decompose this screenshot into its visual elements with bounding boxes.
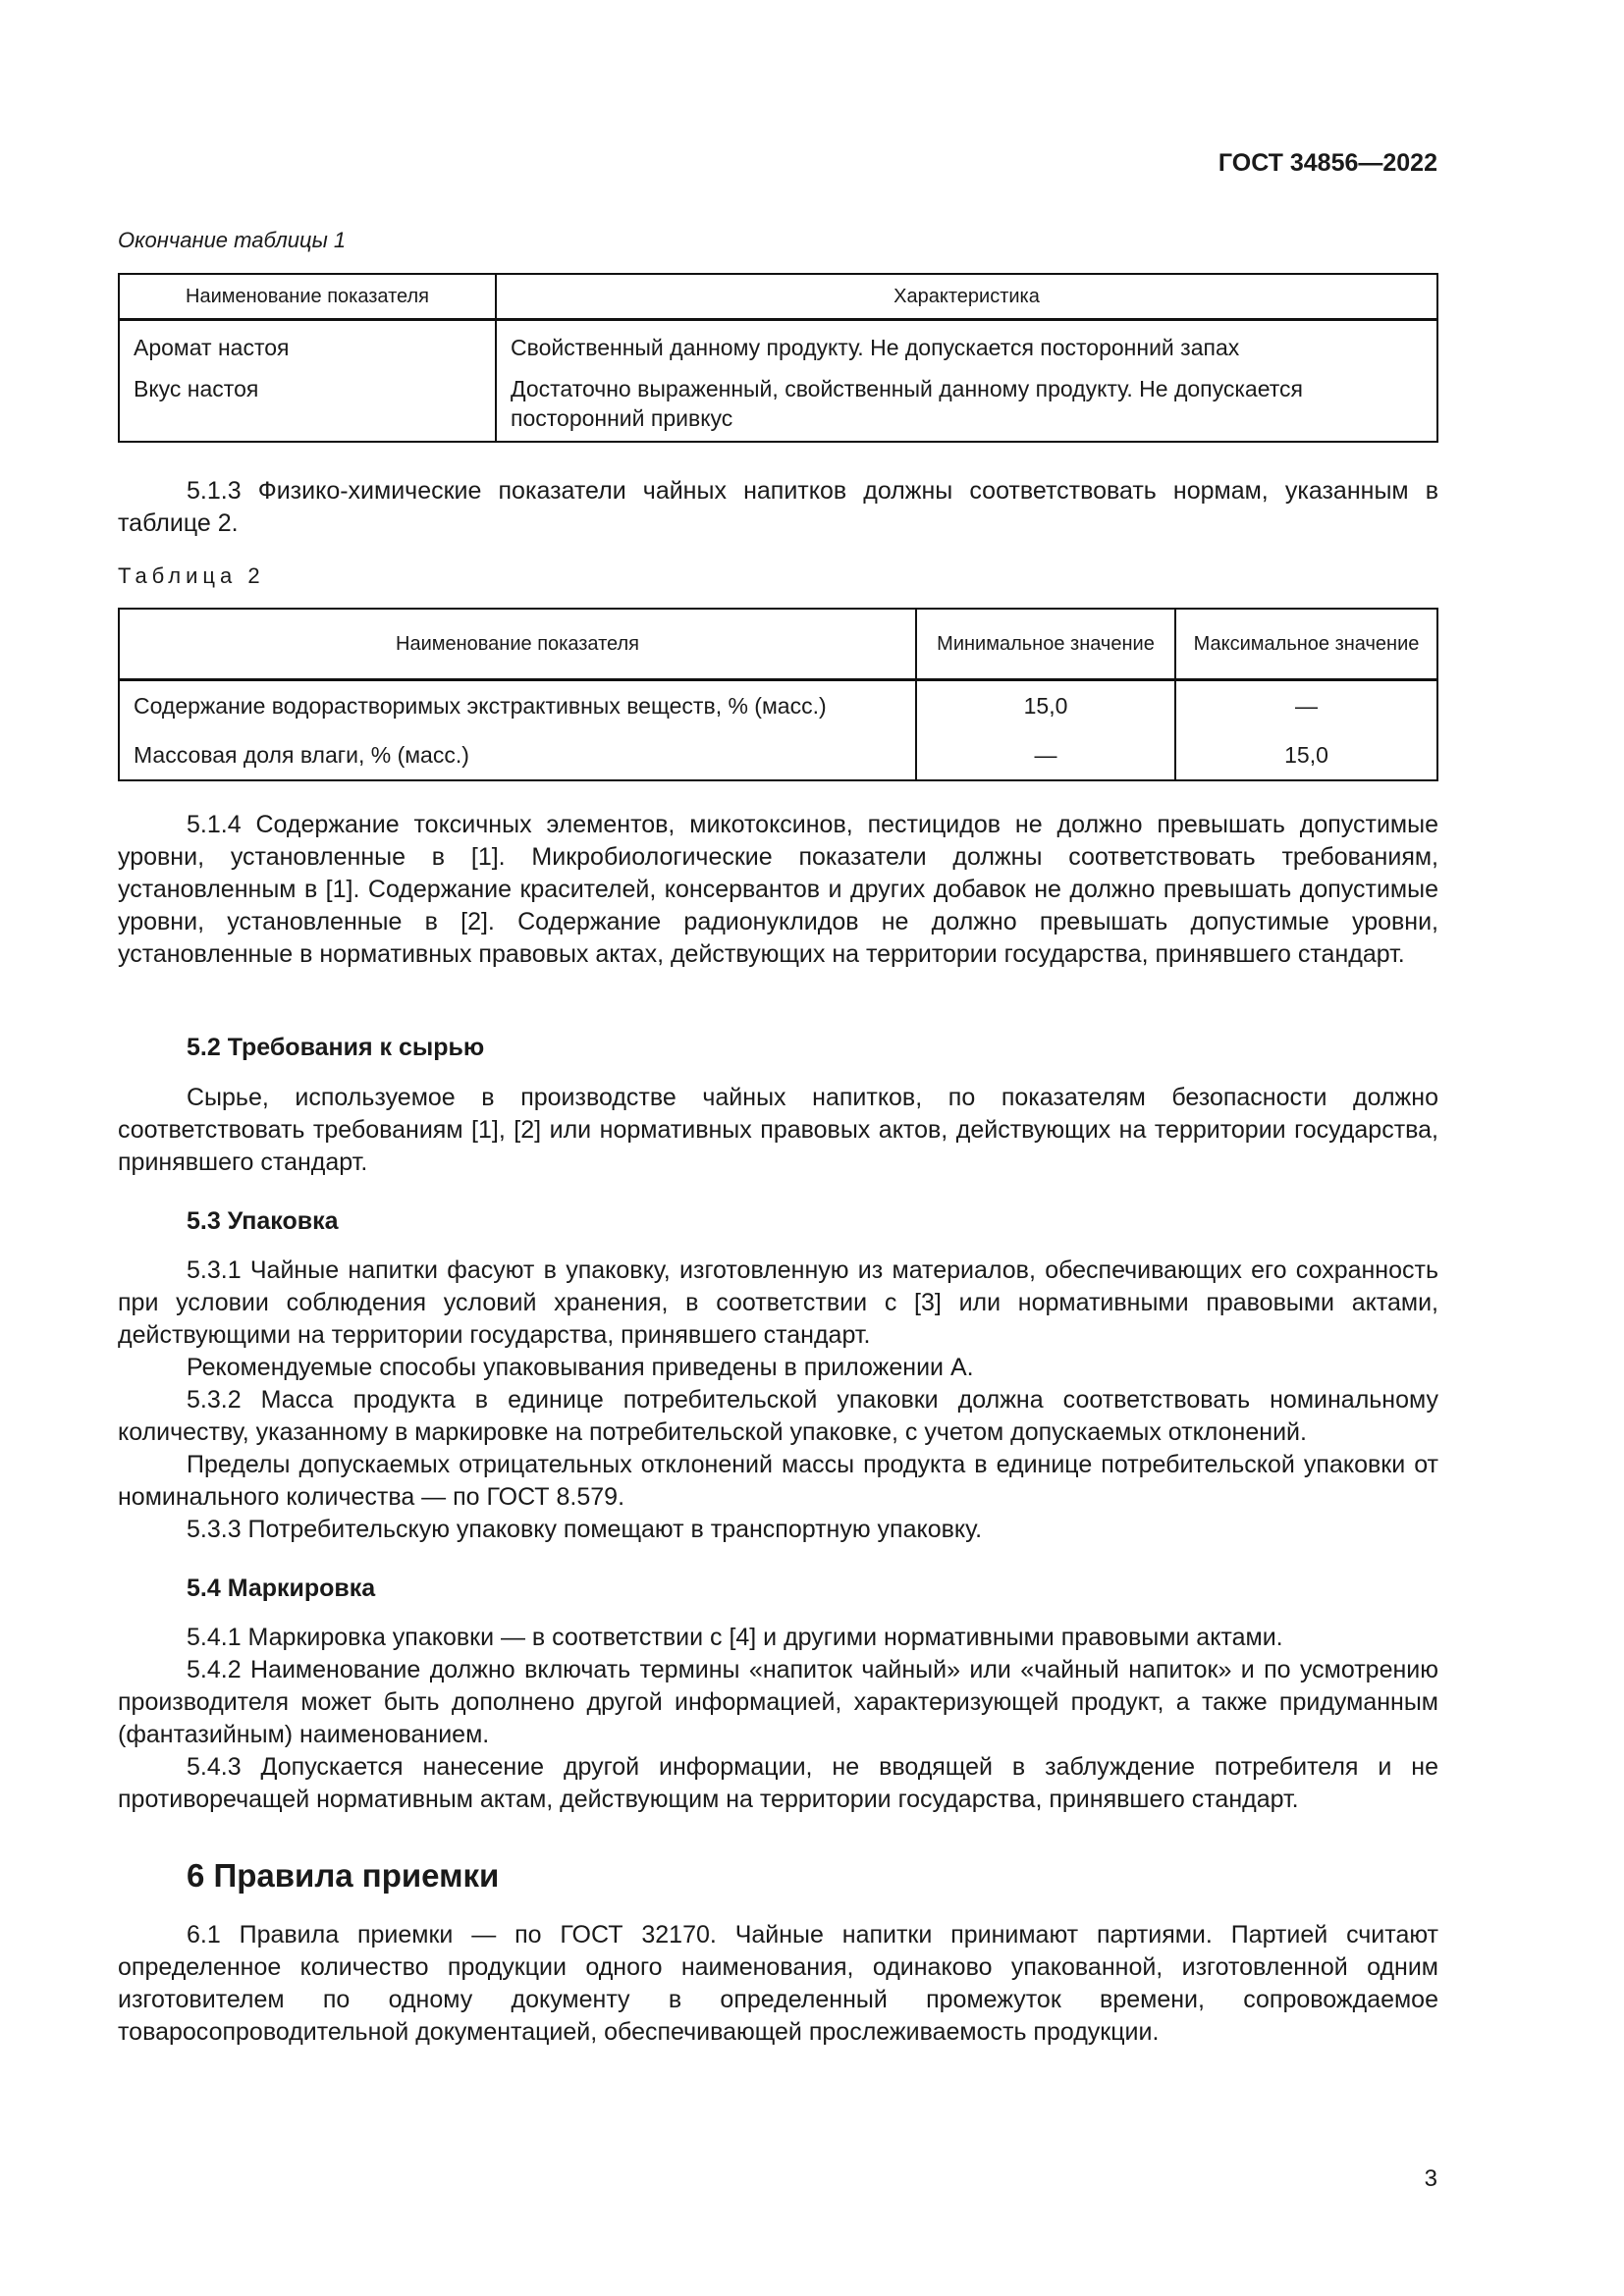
column-header-max: Максимальное значение [1175, 609, 1437, 680]
column-header-name: Наименование показателя [119, 274, 496, 320]
cell-name: Массовая доля влаги, % (масс.) [134, 741, 469, 768]
cell-min: 15,0 [916, 680, 1175, 731]
paragraph-5-2: Сырье, используемое в производстве чайных напитков, по показателям безопасности должно соответствовать требованиям [1], [2] или нормативных правовых актов, действующих на территории государства, принявшего стандарт. [118, 1084, 1438, 1176]
paragraph-5-3-2-limits: Пределы допускаемых отрицательных отклонений массы продукта в единице потребительской упаковки от номинального количества — по ГОСТ 8.579. [118, 1451, 1438, 1511]
table-row [119, 680, 1437, 731]
section-heading-6: 6 Правила приемки [187, 1857, 500, 1894]
column-header-characteristic: Характеристика [496, 274, 1437, 320]
cell-min: — [916, 730, 1175, 780]
table-header-row [119, 274, 1437, 320]
paragraph-5-3-1: 5.3.1 Чайные напитки фасуют в упаковку, изготовленную из материалов, обеспечивающих его сохранность при условии соблюдения условий хранения, в соответствии с [3] или нормативными правовыми актами, действующими на территории государства, принявшего стандарт. [118, 1256, 1438, 1349]
paragraph-5-3-3: 5.3.3 Потребительскую упаковку помещают в транспортную упаковку. [187, 1516, 983, 1543]
table1-caption: Окончание таблицы 1 [118, 228, 347, 252]
paragraph-6-1: 6.1 Правила приемки — по ГОСТ 32170. Чайные напитки принимают партиями. Партией считают определенное количество продукции одного наименования, одинаково упакованной, изготовленной одним изготовителем по одному документу в определенный промежуток времени, сопровождаемое товаросопроводительной документацией, обеспечивающей прослеживаемость продукции. [118, 1921, 1438, 2046]
column-header-min: Минимальное значение [916, 609, 1175, 680]
cell-value: Свойственный данному продукту. Не допускается посторонний запах [511, 335, 1240, 360]
heading-5-2: 5.2 Требования к сырью [187, 1034, 485, 1061]
table-header-row [119, 609, 1437, 680]
page-number: 3 [1424, 2165, 1437, 2192]
paragraph-5-1-3: 5.1.3 Физико-химические показатели чайных напитков должны соответствовать нормам, указанным в таблице 2. [118, 477, 1438, 537]
table-2 [118, 608, 1438, 781]
paragraph-5-4-2: 5.4.2 Наименование должно включать термины «напиток чайный» или «чайный напиток» и по усмотрению производителя может быть дополнено другой информацией, характеризующей продукт, а также придуманным (фантазийным) наименованием. [118, 1656, 1438, 1748]
document-header: ГОСТ 34856—2022 [1218, 149, 1437, 177]
table-row [119, 320, 1437, 363]
cell-max: 15,0 [1175, 730, 1437, 780]
heading-5-3: 5.3 Упаковка [187, 1207, 339, 1235]
column-header-name: Наименование показателя [119, 609, 916, 680]
cell-name: Аромат настоя [134, 335, 290, 360]
table2-caption: Таблица 2 [118, 563, 265, 588]
heading-5-4: 5.4 Маркировка [187, 1575, 376, 1602]
paragraph-5-4-1: 5.4.1 Маркировка упаковки — в соответствии с [4] и другими нормативными правовыми актами. [187, 1624, 1283, 1651]
cell-name: Содержание водорастворимых экстрактивных веществ, % (масс.) [134, 692, 827, 719]
paragraph-5-3-2: 5.3.2 Масса продукта в единице потребительской упаковки должна соответствовать номинальному количеству, указанному в маркировке на потребительской упаковке, с учетом допускаемых отклонений. [118, 1386, 1438, 1446]
paragraph-5-4-3: 5.4.3 Допускается нанесение другой информации, не вводящей в заблуждение потребителя и не противоречащей нормативным актам, действующим на территории государства, принявшего стандарт. [118, 1753, 1438, 1813]
paragraph-5-1-4: 5.1.4 Содержание токсичных элементов, микотоксинов, пестицидов не должно превышать допустимые уровни, установленные в [1]. Микробиологические показатели должны соответствовать требованиям, установленным в [1]. Содержание красителей, консервантов и других добавок не должно превышать допустимые уровни, установленные в [2]. Содержание радионуклидов не должно превышать допустимые уровни, установленные в нормативных правовых актах, действующих на территории государства, принявшего стандарт. [118, 811, 1438, 968]
paragraph-5-3-1-note: Рекомендуемые способы упаковывания приведены в приложении А. [187, 1354, 974, 1381]
table-1 [118, 273, 1438, 443]
cell-max: — [1175, 680, 1437, 731]
table-row [119, 362, 1437, 442]
cell-name: Вкус настоя [134, 376, 259, 401]
cell-value: Достаточно выраженный, свойственный данному продукту. Не допускается посторонний привкус [511, 376, 1303, 431]
table-row [119, 730, 1437, 780]
